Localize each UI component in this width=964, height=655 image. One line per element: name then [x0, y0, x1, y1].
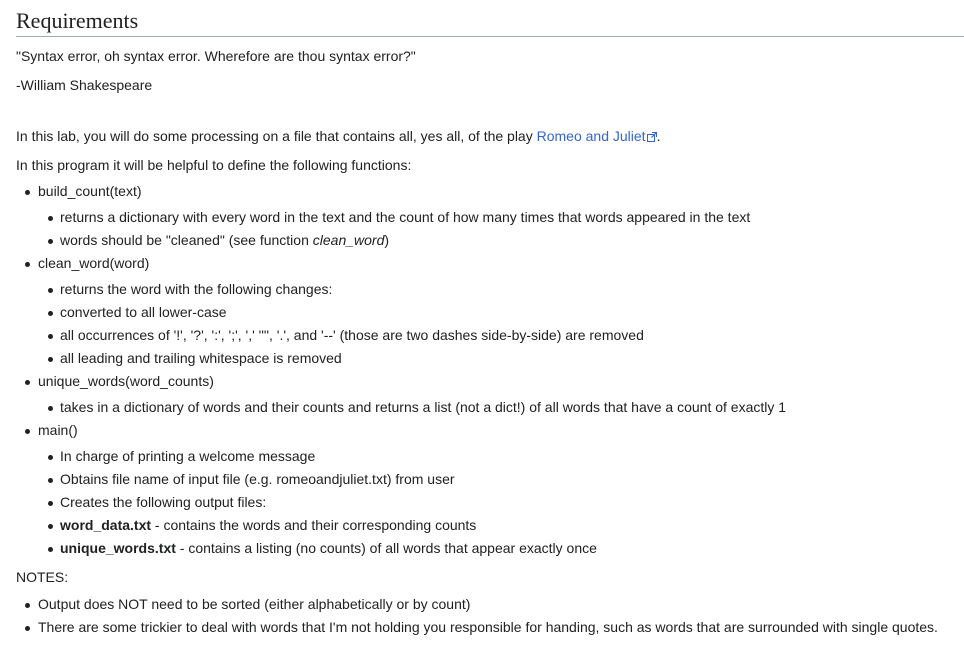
bullet-icon: [48, 357, 53, 362]
function-signature: unique_words(word_counts): [38, 373, 214, 389]
list-item: [16, 515, 964, 535]
bullet-icon: [25, 262, 30, 267]
intro-end: .: [656, 128, 661, 144]
item-text: There are some trickier to deal with words that I'm not holding you responsible for handing, such as words that are surrounded with single quotes.: [38, 619, 938, 635]
bullet-icon: [25, 429, 30, 434]
bullet-icon: [25, 380, 30, 385]
list-item: [16, 302, 964, 322]
item-text: - contains a listing (no counts) of all words that appear exactly once: [175, 540, 597, 556]
list-item: [16, 348, 964, 368]
item-text: returns the word with the following changes:: [60, 281, 333, 297]
list-item-unique-words: [16, 371, 964, 391]
list-item: [16, 279, 964, 299]
list-item-build-count: [16, 181, 964, 201]
list-item: [16, 469, 964, 489]
bullet-icon: [48, 547, 53, 552]
section-heading: Requirements: [16, 0, 964, 37]
page-content: [16, 0, 964, 637]
file-name: unique_words.txt: [60, 540, 176, 556]
attribution: -William Shakespeare: [16, 77, 153, 93]
function-signature: clean_word(word): [38, 255, 150, 271]
list-item: [16, 397, 964, 417]
list-item-main: [16, 420, 964, 440]
notes-label: NOTES:: [16, 569, 69, 585]
item-text: Creates the following output files:: [60, 494, 267, 510]
item-text: converted to all lower-case: [60, 304, 227, 320]
list-item: [16, 446, 964, 466]
item-text: In charge of printing a welcome message: [60, 448, 316, 464]
function-signature: main(): [38, 422, 78, 438]
item-text: all leading and trailing whitespace is removed: [60, 350, 342, 366]
bullet-icon: [48, 334, 53, 339]
item-text: ): [384, 232, 390, 248]
bullet-icon: [48, 288, 53, 293]
list-item: [16, 538, 964, 558]
bullet-icon: [48, 311, 53, 316]
bullet-icon: [48, 501, 53, 506]
item-text: words should be "cleaned" (see function: [60, 232, 313, 248]
bullet-icon: [48, 406, 53, 411]
bullet-icon: [48, 216, 53, 221]
list-item: [16, 617, 964, 637]
list-item: [16, 594, 964, 614]
list-item: [16, 492, 964, 512]
item-text: Output does NOT need to be sorted (either alphabetically or by count): [38, 596, 471, 612]
item-text: - contains the words and their corresponding counts: [151, 517, 477, 533]
list-item: [16, 325, 964, 345]
function-signature: build_count(text): [38, 183, 142, 199]
file-name: word_data.txt: [60, 517, 152, 533]
link-text[interactable]: Romeo and Juliet: [536, 128, 646, 144]
bullet-icon: [48, 239, 53, 244]
intro-text: In this lab, you will do some processing on a file that contains all, yes all, of the play: [16, 128, 537, 144]
intro-paragraph: [16, 126, 964, 146]
list-item: [16, 230, 964, 250]
quote: "Syntax error, oh syntax error. Wherefore are thou syntax error?": [16, 48, 416, 64]
list-item-clean-word: [16, 253, 964, 273]
bullet-icon: [48, 478, 53, 483]
notes-list: [16, 594, 964, 637]
item-text: Obtains file name of input file (e.g. romeoandjuliet.txt) from user: [60, 471, 455, 487]
bullet-icon: [25, 626, 30, 631]
functions-intro: In this program it will be helpful to define the following functions:: [16, 157, 412, 173]
item-text: returns a dictionary with every word in the text and the count of how many times that words appeared in the text: [60, 209, 751, 225]
list-item: [16, 207, 964, 227]
bullet-icon: [48, 455, 53, 460]
item-text: takes in a dictionary of words and their counts and returns a list (not a dict!) of all words that have a count of exactly 1: [60, 399, 787, 415]
romeo-and-juliet-link[interactable]: [537, 128, 657, 144]
bullet-icon: [25, 603, 30, 608]
bullet-icon: [48, 524, 53, 529]
external-link-icon: [647, 132, 657, 142]
functions-list: [16, 181, 964, 558]
bullet-icon: [25, 190, 30, 195]
function-reference: clean_word: [312, 232, 385, 248]
item-text: all occurrences of '!', '?', ':', ';', ',' '"', '.', and '--' (those are two dashes side-by-side) are removed: [60, 327, 644, 343]
